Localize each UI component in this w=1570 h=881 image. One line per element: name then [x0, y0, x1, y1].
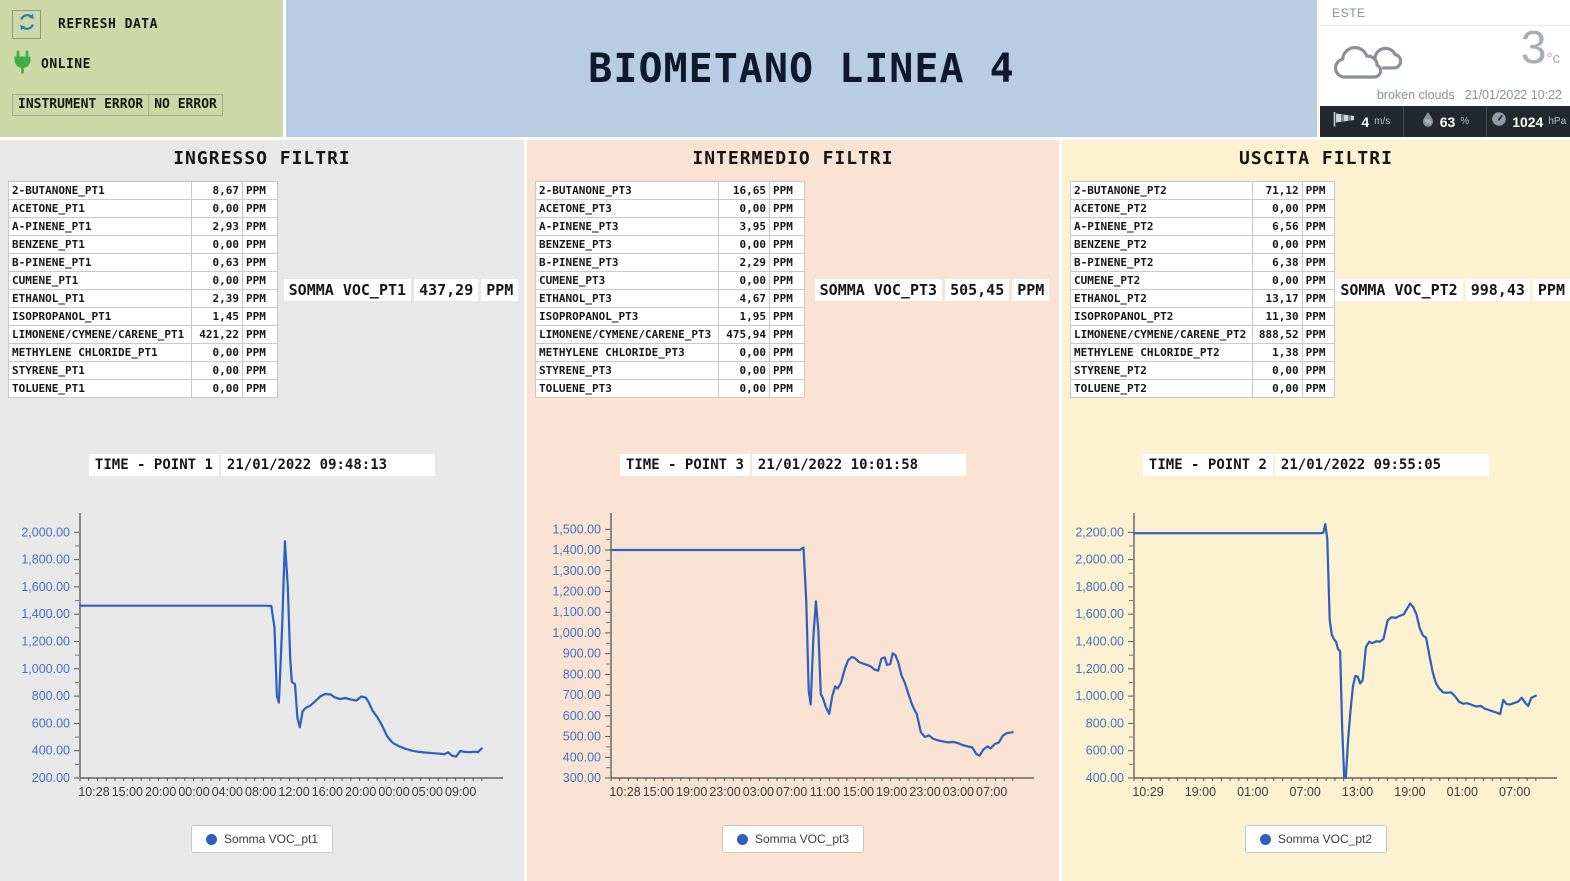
voc-compound-name: CUMENE_PT2	[1071, 272, 1253, 290]
voc-row	[9, 362, 278, 380]
voc-unit: PPM	[243, 326, 278, 344]
voc-unit: PPM	[243, 272, 278, 290]
voc-compound-name: TOLUENE_PT2	[1071, 380, 1253, 398]
voc-value: 1,95	[719, 308, 770, 326]
voc-value: 0,00	[1252, 272, 1302, 290]
humidity-drop-icon	[1421, 111, 1435, 133]
panel-readings	[527, 181, 1059, 398]
somma-voc-unit: PPM	[1533, 279, 1570, 301]
instrument-error-label: INSTRUMENT ERROR	[12, 94, 149, 116]
svg-text:01:00: 01:00	[1236, 785, 1268, 799]
svg-text:03:00: 03:00	[942, 785, 974, 799]
weather-metrics-bar	[1320, 106, 1570, 137]
svg-text:400.00: 400.00	[562, 750, 601, 765]
legend-label: Somma VOC_pt3	[754, 832, 850, 846]
voc-row	[536, 344, 805, 362]
voc-compound-name: ETHANOL_PT3	[536, 290, 719, 308]
voc-value: 6,38	[1252, 254, 1302, 272]
svg-text:15:00: 15:00	[642, 785, 674, 799]
svg-text:08:00: 08:00	[244, 785, 276, 799]
svg-text:10:28: 10:28	[77, 785, 110, 799]
panel-title: INGRESSO FILTRI	[173, 148, 351, 169]
voc-unit: PPM	[243, 236, 278, 254]
svg-text:1,500.00: 1,500.00	[551, 522, 601, 537]
time-display	[1143, 454, 1489, 476]
voc-compound-name: ACETONE_PT1	[9, 200, 192, 218]
voc-value: 2,93	[192, 218, 243, 236]
time-point-value: 21/01/2022 10:01:58	[752, 454, 966, 476]
voc-unit: PPM	[770, 380, 805, 398]
voc-row	[1071, 200, 1335, 218]
voc-unit: PPM	[770, 272, 805, 290]
temperature-value: 3°c	[1520, 21, 1560, 73]
voc-unit: PPM	[770, 362, 805, 380]
svg-text:2,000.00: 2,000.00	[20, 525, 70, 540]
weather-current	[1320, 21, 1570, 106]
svg-text:11:00: 11:00	[809, 785, 840, 799]
voc-unit: PPM	[770, 236, 805, 254]
svg-text:300.00: 300.00	[562, 771, 601, 785]
voc-value: 4,67	[719, 290, 770, 308]
svg-text:20:00: 20:00	[344, 785, 376, 799]
voc-row	[536, 308, 805, 326]
panel-title: USCITA FILTRI	[1239, 148, 1393, 169]
voc-unit: PPM	[243, 362, 278, 380]
voc-unit: PPM	[1302, 182, 1335, 200]
svg-text:600.00: 600.00	[31, 716, 70, 731]
filter-panels	[0, 140, 1570, 881]
humidity-cell	[1403, 106, 1487, 137]
time-point-value: 21/01/2022 09:48:13	[221, 454, 435, 476]
somma-voc-unit: PPM	[481, 279, 518, 301]
voc-compound-name: LIMONENE/CYMENE/CARENE_PT1	[9, 326, 192, 344]
legend-marker-icon	[737, 834, 748, 845]
voc-value: 1,38	[1252, 344, 1302, 362]
legend-label: Somma VOC_pt2	[1277, 832, 1373, 846]
voc-value: 0,00	[1252, 236, 1302, 254]
voc-value: 11,30	[1252, 308, 1302, 326]
somma-voc-value: 505,45	[945, 279, 1009, 301]
voc-unit: PPM	[1302, 362, 1335, 380]
voc-row	[9, 200, 278, 218]
panel-title: INTERMEDIO FILTRI	[692, 148, 894, 169]
voc-compound-name: A-PINENE_PT2	[1071, 218, 1253, 236]
voc-value: 8,67	[192, 182, 243, 200]
voc-value: 0,00	[192, 272, 243, 290]
voc-value: 13,17	[1252, 290, 1302, 308]
svg-text:05:00: 05:00	[411, 785, 443, 799]
pressure-cell	[1486, 106, 1570, 137]
voc-row	[536, 182, 805, 200]
voc-unit: PPM	[770, 218, 805, 236]
somma-voc-display	[1335, 279, 1570, 301]
panel-readings	[0, 181, 524, 398]
voc-compound-name: METHYLENE CHLORIDE_PT3	[536, 344, 719, 362]
wind-value: 4	[1361, 113, 1370, 130]
legend-marker-icon	[206, 834, 217, 845]
voc-row	[9, 254, 278, 272]
voc-row	[9, 218, 278, 236]
voc-unit: PPM	[1302, 344, 1335, 362]
voc-unit: PPM	[1302, 308, 1335, 326]
voc-value: 0,00	[719, 362, 770, 380]
legend-marker-icon	[1260, 834, 1271, 845]
svg-text:07:00: 07:00	[1498, 785, 1530, 799]
svg-text:10:28: 10:28	[608, 785, 641, 799]
svg-text:00:00: 00:00	[177, 785, 210, 799]
voc-unit: PPM	[243, 380, 278, 398]
chart-legend[interactable]	[722, 825, 864, 853]
svg-text:1,200.00: 1,200.00	[1074, 661, 1124, 676]
title-bar	[286, 0, 1317, 137]
voc-unit: PPM	[770, 344, 805, 362]
svg-text:2,200.00: 2,200.00	[1074, 525, 1124, 540]
voc-chart-area	[10, 506, 515, 811]
voc-compound-name: CUMENE_PT3	[536, 272, 719, 290]
svg-text:500.00: 500.00	[562, 729, 601, 744]
svg-text:1,600.00: 1,600.00	[1074, 607, 1124, 622]
somma-voc-label: SOMMA VOC_PT3	[815, 279, 942, 301]
voc-value: 888,52	[1252, 326, 1302, 344]
voc-row	[9, 182, 278, 200]
svg-text:900.00: 900.00	[562, 646, 601, 661]
voc-value: 16,65	[719, 182, 770, 200]
voc-value: 0,00	[1252, 200, 1302, 218]
voc-line-chart	[10, 506, 515, 806]
voc-value: 1,45	[192, 308, 243, 326]
voc-row	[9, 326, 278, 344]
svg-text:700.00: 700.00	[562, 688, 601, 703]
voc-compound-name: A-PINENE_PT3	[536, 218, 719, 236]
voc-row	[9, 344, 278, 362]
svg-text:20:00: 20:00	[144, 785, 176, 799]
filter-panel	[1062, 140, 1570, 881]
voc-compound-name: ACETONE_PT2	[1071, 200, 1253, 218]
voc-row	[9, 236, 278, 254]
voc-compound-name: METHYLENE CHLORIDE_PT2	[1071, 344, 1253, 362]
somma-voc-label: SOMMA VOC_PT2	[1335, 279, 1462, 301]
chart-legend[interactable]	[1245, 825, 1387, 853]
svg-text:1,200.00: 1,200.00	[20, 634, 70, 649]
header-bar	[0, 0, 1570, 137]
voc-unit: PPM	[1302, 200, 1335, 218]
voc-value: 0,00	[192, 362, 243, 380]
voc-row	[536, 200, 805, 218]
voc-row	[1071, 182, 1335, 200]
voc-value: 0,00	[192, 236, 243, 254]
svg-text:2,000.00: 2,000.00	[1074, 552, 1124, 567]
svg-text:23:00: 23:00	[708, 785, 741, 799]
svg-text:1,200.00: 1,200.00	[551, 584, 601, 599]
voc-compound-name: ETHANOL_PT2	[1071, 290, 1253, 308]
pressure-value: 1024	[1512, 113, 1544, 130]
plug-icon	[12, 50, 33, 79]
refresh-data-label: REFRESH DATA	[58, 17, 158, 32]
voc-compound-name: BENZENE_PT1	[9, 236, 192, 254]
voc-value: 0,63	[192, 254, 243, 272]
svg-text:1,100.00: 1,100.00	[551, 605, 601, 620]
svg-text:19:00: 19:00	[1393, 785, 1426, 799]
voc-row	[1071, 254, 1335, 272]
refresh-data-button[interactable]	[12, 10, 41, 39]
voc-row	[536, 362, 805, 380]
humidity-unit: %	[1460, 116, 1470, 127]
voc-compound-name: STYRENE_PT3	[536, 362, 719, 380]
svg-text:600.00: 600.00	[1085, 743, 1124, 758]
voc-row	[1071, 326, 1335, 344]
svg-text:1,300.00: 1,300.00	[551, 563, 601, 578]
time-display	[620, 454, 966, 476]
weather-widget	[1320, 0, 1570, 137]
svg-text:1,400.00: 1,400.00	[551, 543, 601, 558]
voc-row	[536, 290, 805, 308]
svg-text:200.00: 200.00	[31, 771, 70, 785]
voc-table	[8, 181, 278, 398]
time-point-value: 21/01/2022 09:55:05	[1275, 454, 1489, 476]
svg-text:23:00: 23:00	[908, 785, 941, 799]
voc-value: 475,94	[719, 326, 770, 344]
instrument-error-value: NO ERROR	[148, 94, 223, 116]
svg-text:1,400.00: 1,400.00	[20, 607, 70, 622]
voc-unit: PPM	[1302, 290, 1335, 308]
voc-row	[1071, 236, 1335, 254]
broken-clouds-icon	[1330, 33, 1402, 88]
svg-text:04:00: 04:00	[211, 785, 243, 799]
svg-text:19:00: 19:00	[1184, 785, 1216, 799]
somma-voc-value: 998,43	[1466, 279, 1530, 301]
svg-text:800.00: 800.00	[1085, 716, 1124, 731]
voc-unit: PPM	[1302, 236, 1335, 254]
voc-row	[1071, 362, 1335, 380]
voc-value: 2,39	[192, 290, 243, 308]
svg-text:19:00: 19:00	[675, 785, 707, 799]
weather-datetime: 21/01/2022 10:22	[1464, 88, 1562, 102]
svg-text:15:00: 15:00	[111, 785, 143, 799]
online-status-label: ONLINE	[41, 57, 91, 72]
chart-legend[interactable]	[191, 825, 333, 853]
somma-voc-value: 437,29	[414, 279, 478, 301]
voc-row	[1071, 272, 1335, 290]
voc-compound-name: ISOPROPANOL_PT1	[9, 308, 192, 326]
voc-compound-name: STYRENE_PT2	[1071, 362, 1253, 380]
wind-cell	[1320, 106, 1403, 137]
voc-compound-name: 2-BUTANONE_PT1	[9, 182, 192, 200]
voc-row	[536, 218, 805, 236]
temperature-unit: °c	[1546, 50, 1560, 67]
svg-text:400.00: 400.00	[1085, 771, 1124, 785]
voc-row	[1071, 380, 1335, 398]
svg-text:400.00: 400.00	[31, 743, 70, 758]
voc-compound-name: ISOPROPANOL_PT2	[1071, 308, 1253, 326]
svg-text:800.00: 800.00	[31, 689, 70, 704]
svg-text:800.00: 800.00	[562, 667, 601, 682]
voc-unit: PPM	[243, 200, 278, 218]
somma-voc-label: SOMMA VOC_PT1	[284, 279, 411, 301]
voc-compound-name: BENZENE_PT3	[536, 236, 719, 254]
svg-text:15:00: 15:00	[842, 785, 874, 799]
voc-compound-name: B-PINENE_PT2	[1071, 254, 1253, 272]
voc-compound-name: LIMONENE/CYMENE/CARENE_PT3	[536, 326, 719, 344]
somma-voc-display	[284, 279, 519, 301]
voc-unit: PPM	[243, 308, 278, 326]
voc-value: 0,00	[192, 380, 243, 398]
voc-value: 3,95	[719, 218, 770, 236]
svg-text:10:29: 10:29	[1131, 785, 1164, 799]
voc-row	[536, 254, 805, 272]
voc-unit: PPM	[243, 344, 278, 362]
somma-voc-display	[815, 279, 1050, 301]
panel-readings	[1062, 181, 1570, 398]
legend-label: Somma VOC_pt1	[223, 832, 319, 846]
voc-row	[1071, 308, 1335, 326]
voc-compound-name: ACETONE_PT3	[536, 200, 719, 218]
voc-value: 0,00	[719, 380, 770, 398]
status-panel	[0, 0, 283, 137]
voc-value: 2,29	[719, 254, 770, 272]
svg-text:13:00: 13:00	[1341, 785, 1373, 799]
pressure-gauge-icon	[1491, 111, 1507, 132]
voc-line-chart	[1064, 506, 1569, 806]
svg-text:1,000.00: 1,000.00	[20, 661, 70, 676]
svg-text:%: %	[1424, 118, 1431, 126]
voc-unit: PPM	[243, 290, 278, 308]
voc-unit: PPM	[1302, 218, 1335, 236]
voc-unit: PPM	[243, 254, 278, 272]
voc-unit: PPM	[1302, 380, 1335, 398]
voc-chart-area	[1064, 506, 1569, 811]
voc-compound-name: BENZENE_PT2	[1071, 236, 1253, 254]
voc-compound-name: B-PINENE_PT1	[9, 254, 192, 272]
voc-value: 0,00	[1252, 380, 1302, 398]
svg-text:1,800.00: 1,800.00	[20, 552, 70, 567]
svg-text:09:00: 09:00	[444, 785, 476, 799]
voc-compound-name: 2-BUTANONE_PT2	[1071, 182, 1253, 200]
pressure-unit: hPa	[1548, 116, 1567, 127]
voc-row	[9, 290, 278, 308]
time-point-label: TIME - POINT 1	[89, 454, 219, 476]
voc-value: 6,56	[1252, 218, 1302, 236]
voc-compound-name: METHYLENE CHLORIDE_PT1	[9, 344, 192, 362]
voc-table	[1070, 181, 1335, 398]
voc-unit: PPM	[1302, 326, 1335, 344]
voc-unit: PPM	[770, 308, 805, 326]
voc-unit: PPM	[770, 200, 805, 218]
svg-text:00:00: 00:00	[377, 785, 410, 799]
svg-text:07:00: 07:00	[975, 785, 1007, 799]
voc-line-chart	[541, 506, 1046, 806]
svg-text:03:00: 03:00	[742, 785, 774, 799]
voc-unit: PPM	[770, 290, 805, 308]
voc-value: 0,00	[719, 272, 770, 290]
refresh-icon	[17, 12, 37, 37]
voc-row	[1071, 290, 1335, 308]
filter-panel	[527, 140, 1059, 881]
voc-compound-name: 2-BUTANONE_PT3	[536, 182, 719, 200]
voc-row	[9, 308, 278, 326]
voc-value: 0,00	[719, 236, 770, 254]
wind-unit: m/s	[1374, 116, 1391, 127]
voc-unit: PPM	[243, 182, 278, 200]
voc-row	[536, 380, 805, 398]
voc-value: 421,22	[192, 326, 243, 344]
svg-text:19:00: 19:00	[875, 785, 907, 799]
svg-text:07:00: 07:00	[1289, 785, 1321, 799]
voc-value: 0,00	[192, 200, 243, 218]
svg-text:01:00: 01:00	[1446, 785, 1478, 799]
voc-value: 0,00	[719, 344, 770, 362]
voc-compound-name: CUMENE_PT1	[9, 272, 192, 290]
voc-table	[535, 181, 805, 398]
voc-unit: PPM	[770, 182, 805, 200]
voc-row	[1071, 344, 1335, 362]
time-point-label: TIME - POINT 3	[620, 454, 750, 476]
voc-value: 71,12	[1252, 182, 1302, 200]
voc-compound-name: STYRENE_PT1	[9, 362, 192, 380]
voc-compound-name: A-PINENE_PT1	[9, 218, 192, 236]
svg-text:600.00: 600.00	[562, 708, 601, 723]
voc-value: 0,00	[719, 200, 770, 218]
voc-compound-name: LIMONENE/CYMENE/CARENE_PT2	[1071, 326, 1253, 344]
somma-voc-unit: PPM	[1012, 279, 1049, 301]
voc-value: 0,00	[192, 344, 243, 362]
voc-compound-name: ETHANOL_PT1	[9, 290, 192, 308]
weather-condition: broken clouds	[1376, 88, 1455, 102]
weather-station-name: ESTE	[1320, 0, 1570, 26]
page-title: BIOMETANO LINEA 4	[588, 45, 1015, 92]
voc-compound-name: TOLUENE_PT3	[536, 380, 719, 398]
svg-text:1,000.00: 1,000.00	[551, 625, 601, 640]
voc-compound-name: TOLUENE_PT1	[9, 380, 192, 398]
voc-chart-area	[541, 506, 1046, 811]
voc-unit: PPM	[770, 326, 805, 344]
voc-unit: PPM	[1302, 254, 1335, 272]
svg-text:12:00: 12:00	[277, 785, 310, 799]
voc-compound-name: ISOPROPANOL_PT3	[536, 308, 719, 326]
windsock-icon	[1332, 111, 1356, 132]
svg-text:1,000.00: 1,000.00	[1074, 689, 1124, 704]
svg-text:1,800.00: 1,800.00	[1074, 579, 1124, 594]
voc-row	[536, 272, 805, 290]
voc-row	[9, 272, 278, 290]
voc-unit: PPM	[1302, 272, 1335, 290]
voc-row	[536, 326, 805, 344]
svg-text:07:00: 07:00	[775, 785, 807, 799]
voc-row	[9, 380, 278, 398]
time-point-label: TIME - POINT 2	[1143, 454, 1273, 476]
filter-panel	[0, 140, 524, 881]
voc-value: 0,00	[1252, 362, 1302, 380]
voc-unit: PPM	[770, 254, 805, 272]
voc-compound-name: B-PINENE_PT3	[536, 254, 719, 272]
humidity-value: 63	[1439, 113, 1456, 130]
time-display	[89, 454, 435, 476]
voc-row	[536, 236, 805, 254]
voc-unit: PPM	[243, 218, 278, 236]
svg-text:16:00: 16:00	[311, 785, 343, 799]
svg-text:1,600.00: 1,600.00	[20, 579, 70, 594]
voc-row	[1071, 218, 1335, 236]
svg-text:1,400.00: 1,400.00	[1074, 634, 1124, 649]
